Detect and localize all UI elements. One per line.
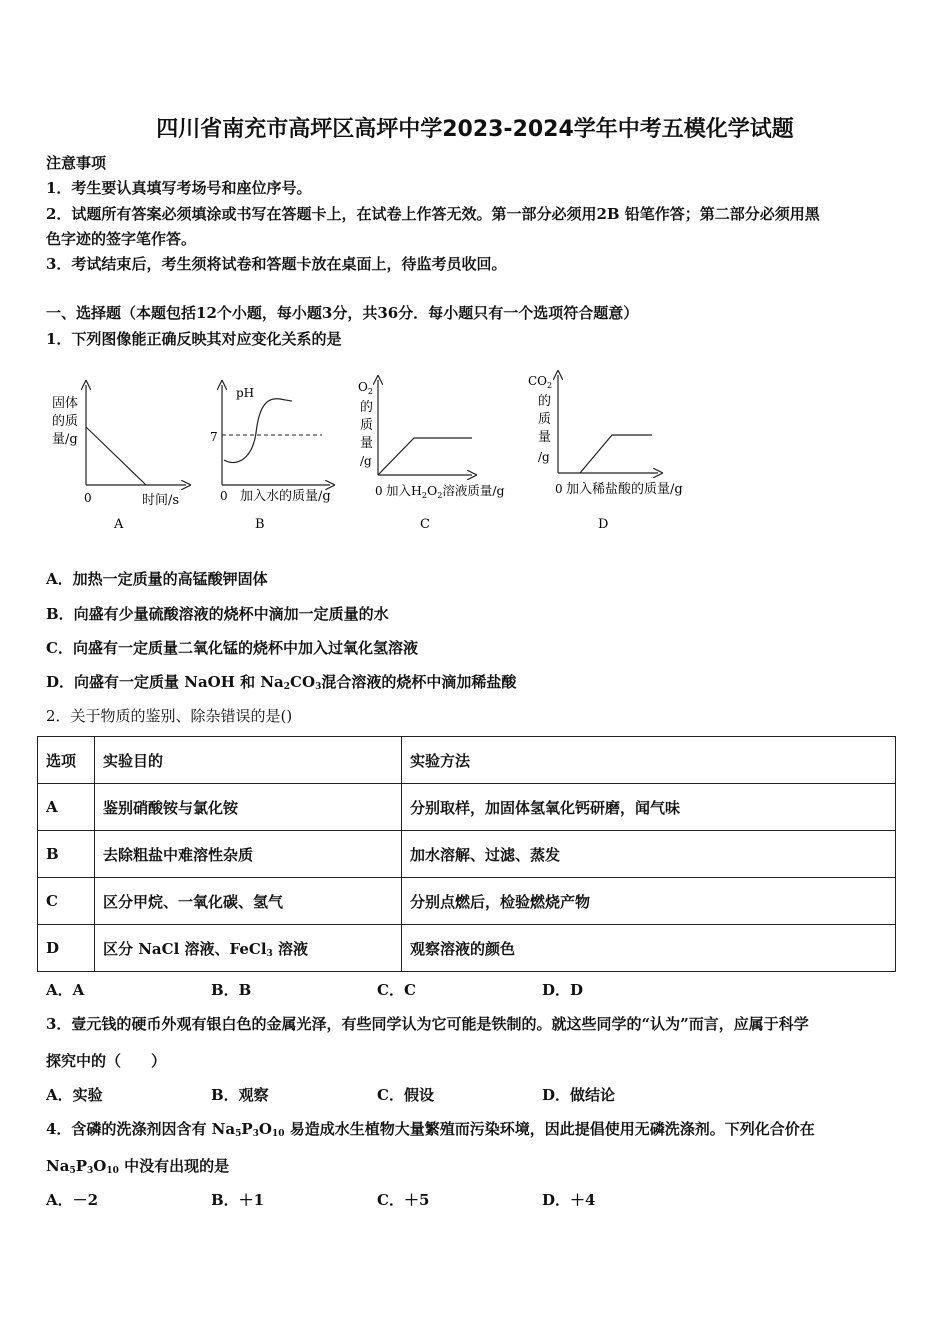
table-cell: 去除粗盐中难溶性杂质 bbox=[95, 831, 402, 878]
graph-a-xlabel: 时间/s bbox=[142, 493, 180, 508]
table-cell: 分别取样，加固体氢氧化钙研磨，闻气味 bbox=[402, 784, 896, 831]
q3-answer: A．实验 bbox=[46, 1086, 103, 1104]
graph-c-origin: 0 bbox=[375, 484, 383, 498]
graph-d-ylabel: 的 bbox=[538, 394, 552, 409]
graph-d-ylabel: $CO_2$ bbox=[528, 374, 553, 390]
graph-c-xlabel: 加入$H_2O_2$溶液质量/g bbox=[386, 483, 505, 500]
table-cell: B bbox=[38, 831, 95, 878]
q1-stem: 1．下列图像能正确反映其对应变化关系的是 bbox=[46, 330, 342, 348]
q2-table bbox=[37, 736, 896, 972]
q2-answer: C．C bbox=[377, 981, 416, 999]
notice-item: 色字迹的签字笔作答。 bbox=[46, 230, 197, 248]
graph-c bbox=[358, 380, 505, 532]
graph-c-ylabel: 量 bbox=[360, 436, 374, 451]
q2-answer: D．D bbox=[542, 981, 584, 999]
q4-answer: A．－2 bbox=[46, 1191, 99, 1209]
table-cell: 区分甲烷、一氧化碳、氢气 bbox=[95, 878, 402, 925]
graph-d-ylabel: /g bbox=[538, 450, 550, 464]
page-title: 四川省南充市高坪区高坪中学2023-2024学年中考五模化学试题 bbox=[156, 117, 794, 142]
graph-d-ylabel: 量 bbox=[538, 430, 552, 445]
graph-a-ylabel: 的质 bbox=[52, 414, 79, 429]
table-cell: 加水溶解、过滤、蒸发 bbox=[402, 831, 896, 878]
graph-d-xlabel: 加入稀盐酸的质量/g bbox=[566, 482, 683, 497]
q4-stem: $Na_5P_3O_{10}$ 中没有出现的是 bbox=[46, 1157, 230, 1176]
q3-answer: C．假设 bbox=[377, 1086, 434, 1104]
table-row bbox=[38, 925, 896, 972]
graph-a bbox=[52, 385, 186, 532]
table-header: 选项 bbox=[38, 737, 95, 784]
q1-option: C．向盛有一定质量二氧化锰的烧杯中加入过氧化氢溶液 bbox=[46, 639, 418, 657]
table-cell: C bbox=[38, 878, 95, 925]
q4-answer: B．＋1 bbox=[211, 1191, 265, 1209]
graph-b-origin: 0 bbox=[220, 489, 228, 503]
table-header: 实验目的 bbox=[95, 737, 402, 784]
q1-option: D．向盛有一定质量 NaOH 和 $Na_2CO_3$混合溶液的烧杯中滴加稀盐酸 bbox=[46, 673, 517, 692]
graph-b bbox=[210, 385, 331, 532]
graph-c-ylabel: 的 bbox=[360, 400, 374, 415]
graph-c-ylabel: $O_2$ bbox=[358, 380, 373, 396]
graph-b-ylabel: pH bbox=[236, 386, 255, 400]
q2-answer: A．A bbox=[46, 981, 85, 999]
q1-option: A．加热一定质量的高锰酸钾固体 bbox=[46, 570, 268, 588]
graph-a-ylabel: 固体 bbox=[52, 396, 79, 411]
table-cell: 鉴别硝酸铵与氯化铵 bbox=[95, 784, 402, 831]
table-cell: 观察溶液的颜色 bbox=[402, 925, 896, 972]
graph-c-label: C bbox=[420, 517, 430, 532]
q1-option: B．向盛有少量硫酸溶液的烧杯中滴加一定质量的水 bbox=[46, 605, 389, 623]
graph-b-label: B bbox=[255, 517, 265, 532]
table-row bbox=[38, 784, 896, 831]
graph-a-origin: 0 bbox=[84, 491, 92, 505]
q3-answer: B．观察 bbox=[211, 1086, 269, 1104]
graph-c-ylabel: 质 bbox=[360, 418, 374, 433]
table-cell: A bbox=[38, 784, 95, 831]
q4-answer: D．＋4 bbox=[542, 1191, 596, 1209]
notice-heading: 注意事项 bbox=[46, 154, 107, 172]
table-cell: D bbox=[38, 925, 95, 972]
notice-item: 1．考生要认真填写考场号和座位序号。 bbox=[46, 179, 312, 197]
graph-a-ylabel: 量/g bbox=[52, 432, 78, 447]
q3-stem: 3．壹元钱的硬币外观有银白色的金属光泽，有些同学认为它可能是铁制的。就这些同学的“认为”而言，应属于科学 bbox=[46, 1015, 809, 1033]
graph-d-label: D bbox=[598, 517, 609, 532]
q4-answer: C．＋5 bbox=[377, 1191, 430, 1209]
notice-item: 2．试题所有答案必须填涂或书写在答题卡上，在试卷上作答无效。第一部分必须用2B 铅笔作答；第二部分必须用黑 bbox=[46, 205, 820, 223]
q1-graphs bbox=[40, 365, 720, 540]
table-header: 实验方法 bbox=[402, 737, 896, 784]
section-heading: 一、选择题（本题包括12个小题，每小题3分，共36分．每小题只有一个选项符合题意） bbox=[46, 304, 639, 322]
table-cell: 分别点燃后，检验燃烧产物 bbox=[402, 878, 896, 925]
table-row bbox=[38, 831, 896, 878]
q4-stem: 4．含磷的洗涤剂因含有 $Na_5P_3O_{10}$ 易造成水生植物大量繁殖而污染环境，因此提倡使用无磷洗涤剂。下列化合价在 bbox=[46, 1120, 815, 1139]
table-cell: 区分 NaCl 溶液、FeCl$_3$ 溶液 bbox=[95, 925, 402, 972]
graph-c-ylabel: /g bbox=[360, 454, 372, 468]
q2-answer: B．B bbox=[211, 981, 252, 999]
table-row bbox=[38, 878, 896, 925]
graph-b-xlabel: 加入水的质量/g bbox=[240, 489, 331, 504]
graph-d bbox=[528, 374, 683, 532]
q3-stem: 探究中的（ ） bbox=[46, 1052, 167, 1070]
graph-d-ylabel: 质 bbox=[538, 412, 552, 427]
graph-a-label: A bbox=[114, 517, 124, 532]
notice-item: 3．考试结束后，考生须将试卷和答题卡放在桌面上，待监考员收回。 bbox=[46, 255, 507, 273]
graph-b-seven: 7 bbox=[210, 430, 218, 444]
q2-stem: 2．关于物质的鉴别、除杂错误的是() bbox=[46, 707, 293, 725]
q3-answer: D．做结论 bbox=[542, 1086, 616, 1104]
graph-d-origin: 0 bbox=[555, 482, 563, 496]
table-header-row bbox=[38, 737, 896, 784]
